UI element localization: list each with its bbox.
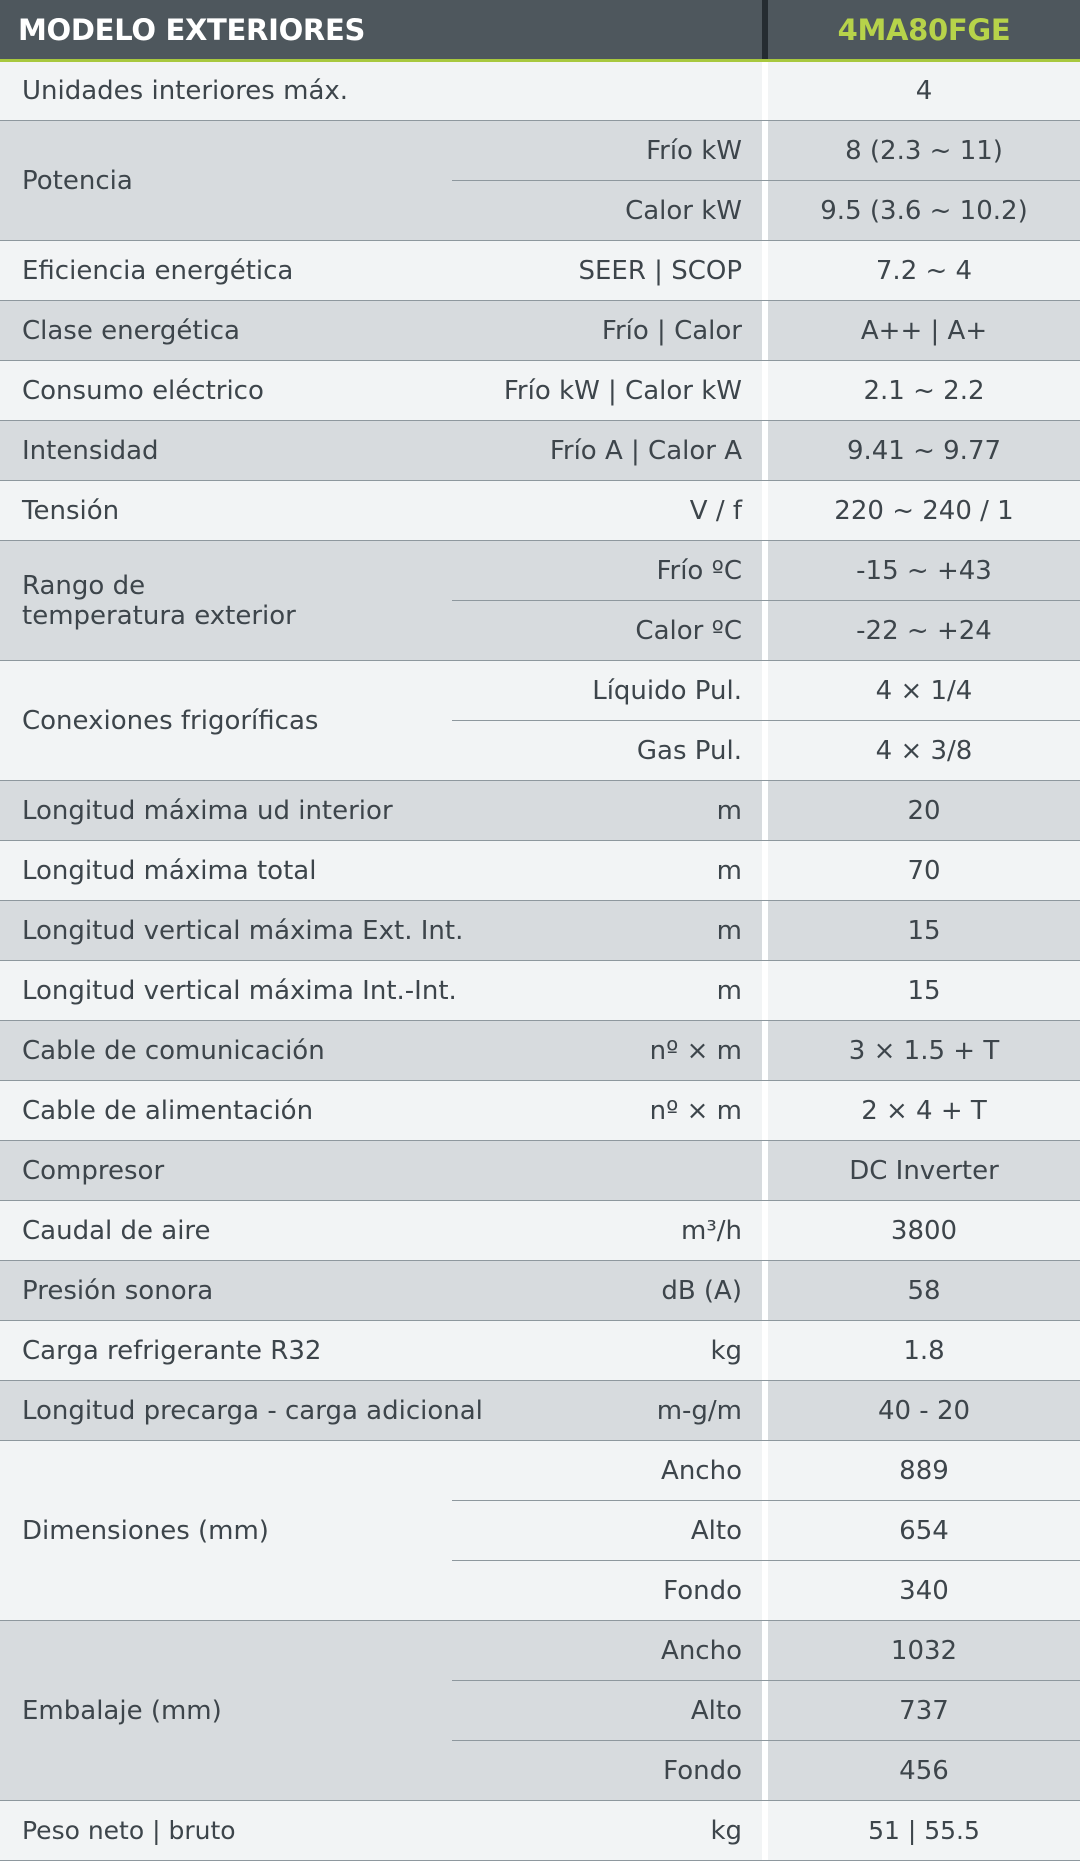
model-name: 4MA80FGE	[768, 0, 1080, 61]
table-row	[0, 61, 1080, 121]
table-row	[0, 1201, 1080, 1261]
table-row	[0, 121, 1080, 181]
row-value: 4	[768, 61, 1080, 121]
row-unit: Líquido Pul.	[452, 661, 762, 721]
row-label: Longitud vertical máxima Ext. Int.	[0, 901, 452, 961]
row-unit: Fondo	[452, 1741, 762, 1801]
row-value: 8 (2.3 ~ 11)	[768, 121, 1080, 181]
row-unit: Frío | Calor	[452, 301, 762, 361]
row-value: -22 ~ +24	[768, 601, 1080, 661]
table-row	[0, 1261, 1080, 1321]
row-unit: SEER | SCOP	[452, 241, 762, 301]
table-row	[0, 1081, 1080, 1141]
row-value: 40 - 20	[768, 1381, 1080, 1441]
table-row	[0, 1441, 1080, 1501]
row-label: Compresor	[0, 1141, 452, 1201]
row-unit: Frío ºC	[452, 541, 762, 601]
row-value: 58	[768, 1261, 1080, 1321]
row-unit: kg	[452, 1801, 762, 1861]
row-unit: nº × m	[452, 1021, 762, 1081]
row-label: Dimensiones (mm)	[0, 1441, 452, 1621]
row-value: 51 | 55.5	[768, 1801, 1080, 1861]
row-unit: Calor ºC	[452, 601, 762, 661]
row-label: Caudal de aire	[0, 1201, 452, 1261]
row-label: Presión sonora	[0, 1261, 452, 1321]
row-value: 2.1 ~ 2.2	[768, 361, 1080, 421]
row-unit	[452, 1141, 762, 1201]
row-value: 654	[768, 1501, 1080, 1561]
row-label: Clase energética	[0, 301, 452, 361]
row-label: Longitud vertical máxima Int.-Int.	[0, 961, 452, 1021]
row-unit: m-g/m	[452, 1381, 762, 1441]
row-label: Eficiencia energética	[0, 241, 452, 301]
table-row	[0, 841, 1080, 901]
row-unit: Ancho	[452, 1441, 762, 1501]
row-label: Longitud máxima total	[0, 841, 452, 901]
row-unit: Frío A | Calor A	[452, 421, 762, 481]
table-row	[0, 1621, 1080, 1681]
table-row	[0, 1021, 1080, 1081]
row-label: Cable de comunicación	[0, 1021, 452, 1081]
row-value: 4 × 3/8	[768, 721, 1080, 781]
row-unit: Gas Pul.	[452, 721, 762, 781]
row-label: Embalaje (mm)	[0, 1621, 452, 1801]
table-row	[0, 541, 1080, 601]
row-value: DC Inverter	[768, 1141, 1080, 1201]
row-label-line: Rango de	[22, 570, 146, 601]
row-value: -15 ~ +43	[768, 541, 1080, 601]
row-value: 456	[768, 1741, 1080, 1801]
row-value: 9.41 ~ 9.77	[768, 421, 1080, 481]
row-unit: Alto	[452, 1681, 762, 1741]
row-label: Cable de alimentación	[0, 1081, 452, 1141]
row-label: Longitud máxima ud interior	[0, 781, 452, 841]
row-value: 15	[768, 901, 1080, 961]
row-label-line: temperatura exterior	[22, 600, 296, 631]
row-value: 889	[768, 1441, 1080, 1501]
row-label	[0, 541, 452, 661]
row-unit: Alto	[452, 1501, 762, 1561]
table-row	[0, 361, 1080, 421]
row-label: Unidades interiores máx.	[0, 61, 762, 121]
table-row	[0, 1381, 1080, 1441]
row-value: 70	[768, 841, 1080, 901]
row-value: 15	[768, 961, 1080, 1021]
row-label: Tensión	[0, 481, 452, 541]
row-label: Conexiones frigoríficas	[0, 661, 452, 781]
table-row	[0, 661, 1080, 721]
row-value: 9.5 (3.6 ~ 10.2)	[768, 181, 1080, 241]
row-unit: V / f	[452, 481, 762, 541]
row-value: 1032	[768, 1621, 1080, 1681]
row-value: 737	[768, 1681, 1080, 1741]
table-row	[0, 301, 1080, 361]
row-unit: m	[452, 961, 762, 1021]
row-value: 1.8	[768, 1321, 1080, 1381]
row-value: 340	[768, 1561, 1080, 1621]
table-row	[0, 1321, 1080, 1381]
row-label: Peso neto | bruto	[0, 1801, 452, 1861]
row-unit: kg	[452, 1321, 762, 1381]
table-row	[0, 421, 1080, 481]
table-header	[0, 0, 1080, 61]
row-unit: m	[452, 901, 762, 961]
table-row	[0, 781, 1080, 841]
table-row	[0, 1141, 1080, 1201]
row-unit: m³/h	[452, 1201, 762, 1261]
row-label: Carga refrigerante R32	[0, 1321, 452, 1381]
row-value: 7.2 ~ 4	[768, 241, 1080, 301]
table-row	[0, 481, 1080, 541]
row-label: Potencia	[0, 121, 452, 241]
row-value: 20	[768, 781, 1080, 841]
table-row	[0, 1801, 1080, 1861]
row-unit: dB (A)	[452, 1261, 762, 1321]
row-label: Intensidad	[0, 421, 452, 481]
row-unit: Ancho	[452, 1621, 762, 1681]
table-row	[0, 961, 1080, 1021]
row-label: Longitud precarga - carga adicional	[0, 1381, 452, 1441]
table-row	[0, 901, 1080, 961]
row-unit: Frío kW	[452, 121, 762, 181]
row-unit: m	[452, 781, 762, 841]
row-unit: Calor kW	[452, 181, 762, 241]
table-row	[0, 241, 1080, 301]
row-unit: Frío kW | Calor kW	[452, 361, 762, 421]
table-title: MODELO EXTERIORES	[0, 0, 762, 61]
row-value: 3800	[768, 1201, 1080, 1261]
row-value: 2 × 4 + T	[768, 1081, 1080, 1141]
row-unit: nº × m	[452, 1081, 762, 1141]
row-label: Consumo eléctrico	[0, 361, 452, 421]
row-value: 220 ~ 240 / 1	[768, 481, 1080, 541]
row-unit: Fondo	[452, 1561, 762, 1621]
row-value: 3 × 1.5 + T	[768, 1021, 1080, 1081]
row-unit: m	[452, 841, 762, 901]
row-value: 4 × 1/4	[768, 661, 1080, 721]
row-value: A++ | A+	[768, 301, 1080, 361]
